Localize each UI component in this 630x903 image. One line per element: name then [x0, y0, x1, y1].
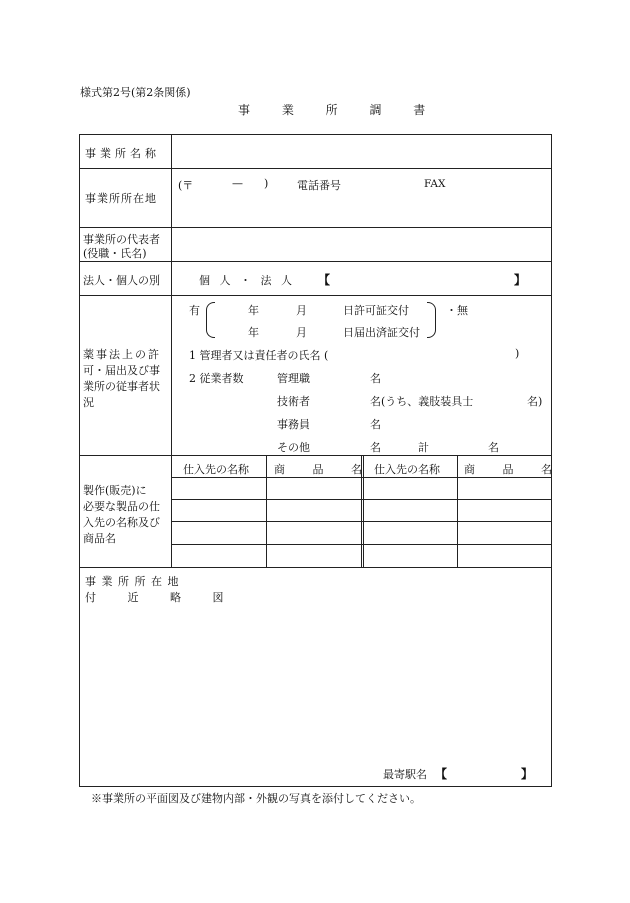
staff-role-technician: 技術者	[277, 395, 310, 408]
permit-issued-line: 日許可証交付	[343, 304, 409, 317]
entity-bracket-open: 【	[318, 273, 331, 287]
map-sublabel: 付 近 略 図	[85, 591, 238, 604]
product-column-header: 商 品 名	[274, 463, 374, 476]
page-title: 事 業 所 調 書	[238, 103, 440, 117]
manager-name-label: 1 管理者又は責任者の氏名 (	[189, 349, 329, 362]
entity-type-options[interactable]: 個 人 ・ 法 人	[199, 274, 295, 287]
business-address-label: 事業所所在地	[85, 192, 157, 205]
business-name-label: 事業所名称	[85, 147, 160, 160]
map-label: 事 業 所 所 在 地	[85, 575, 180, 588]
prosthetist-close: 名)	[527, 395, 543, 408]
staff-total-label: 計	[418, 441, 429, 454]
notice-year: 年	[248, 326, 259, 339]
staff-unit-manager: 名	[370, 372, 381, 385]
postal-open: (〒	[178, 179, 194, 192]
phone-label: 電話番号	[297, 179, 341, 192]
entity-type-label: 法人・個人の別	[83, 274, 160, 287]
permit-month: 月	[296, 304, 307, 317]
form-number: 様式第2号(第2条関係)	[80, 86, 191, 99]
fax-label: FAX	[424, 178, 446, 190]
manager-name-close: )	[515, 347, 520, 360]
business-name-field[interactable]	[174, 137, 548, 165]
permit-none-label[interactable]: ・無	[446, 304, 468, 317]
left-brace	[206, 302, 215, 338]
staff-total-unit: 名	[488, 441, 499, 454]
permit-yes-label[interactable]: 有	[189, 304, 200, 317]
business-address-field[interactable]	[174, 195, 548, 223]
staff-role-clerk: 事務員	[277, 418, 310, 431]
supplier-column-header-2: 仕入先の名称	[374, 463, 440, 476]
postal-close: )	[264, 177, 269, 190]
staff-role-other: その他	[277, 441, 310, 454]
right-brace	[427, 302, 436, 338]
staff-role-manager: 管理職	[277, 372, 310, 385]
representative-label: 事業所の代表者	[83, 233, 160, 246]
entity-bracket-close: 】	[514, 273, 527, 287]
notice-issued-line: 日届出済証交付	[343, 326, 420, 339]
footer-note: ※事業所の平面図及び建物内部・外観の写真を添付してください。	[91, 792, 421, 805]
permit-year: 年	[248, 304, 259, 317]
prosthetist-note: 名(うち、義肢装具士	[370, 395, 474, 408]
staff-count-heading: 2 従業者数	[189, 372, 244, 385]
product-column-header-2: 商 品 名	[464, 463, 564, 476]
station-bracket-open: 【	[435, 767, 448, 781]
map-drawing-area[interactable]	[82, 608, 548, 758]
postal-dash: —	[232, 177, 243, 190]
representative-field[interactable]	[174, 230, 548, 258]
supplier-column-header: 仕入先の名称	[183, 463, 249, 476]
representative-sublabel: (役職・氏名)	[83, 247, 147, 260]
nearest-station-label: 最寄駅名	[383, 768, 427, 781]
staff-unit-clerk: 名	[370, 418, 381, 431]
staff-unit-other: 名	[370, 441, 381, 454]
station-bracket-close: 】	[521, 767, 534, 781]
notice-month: 月	[296, 326, 307, 339]
